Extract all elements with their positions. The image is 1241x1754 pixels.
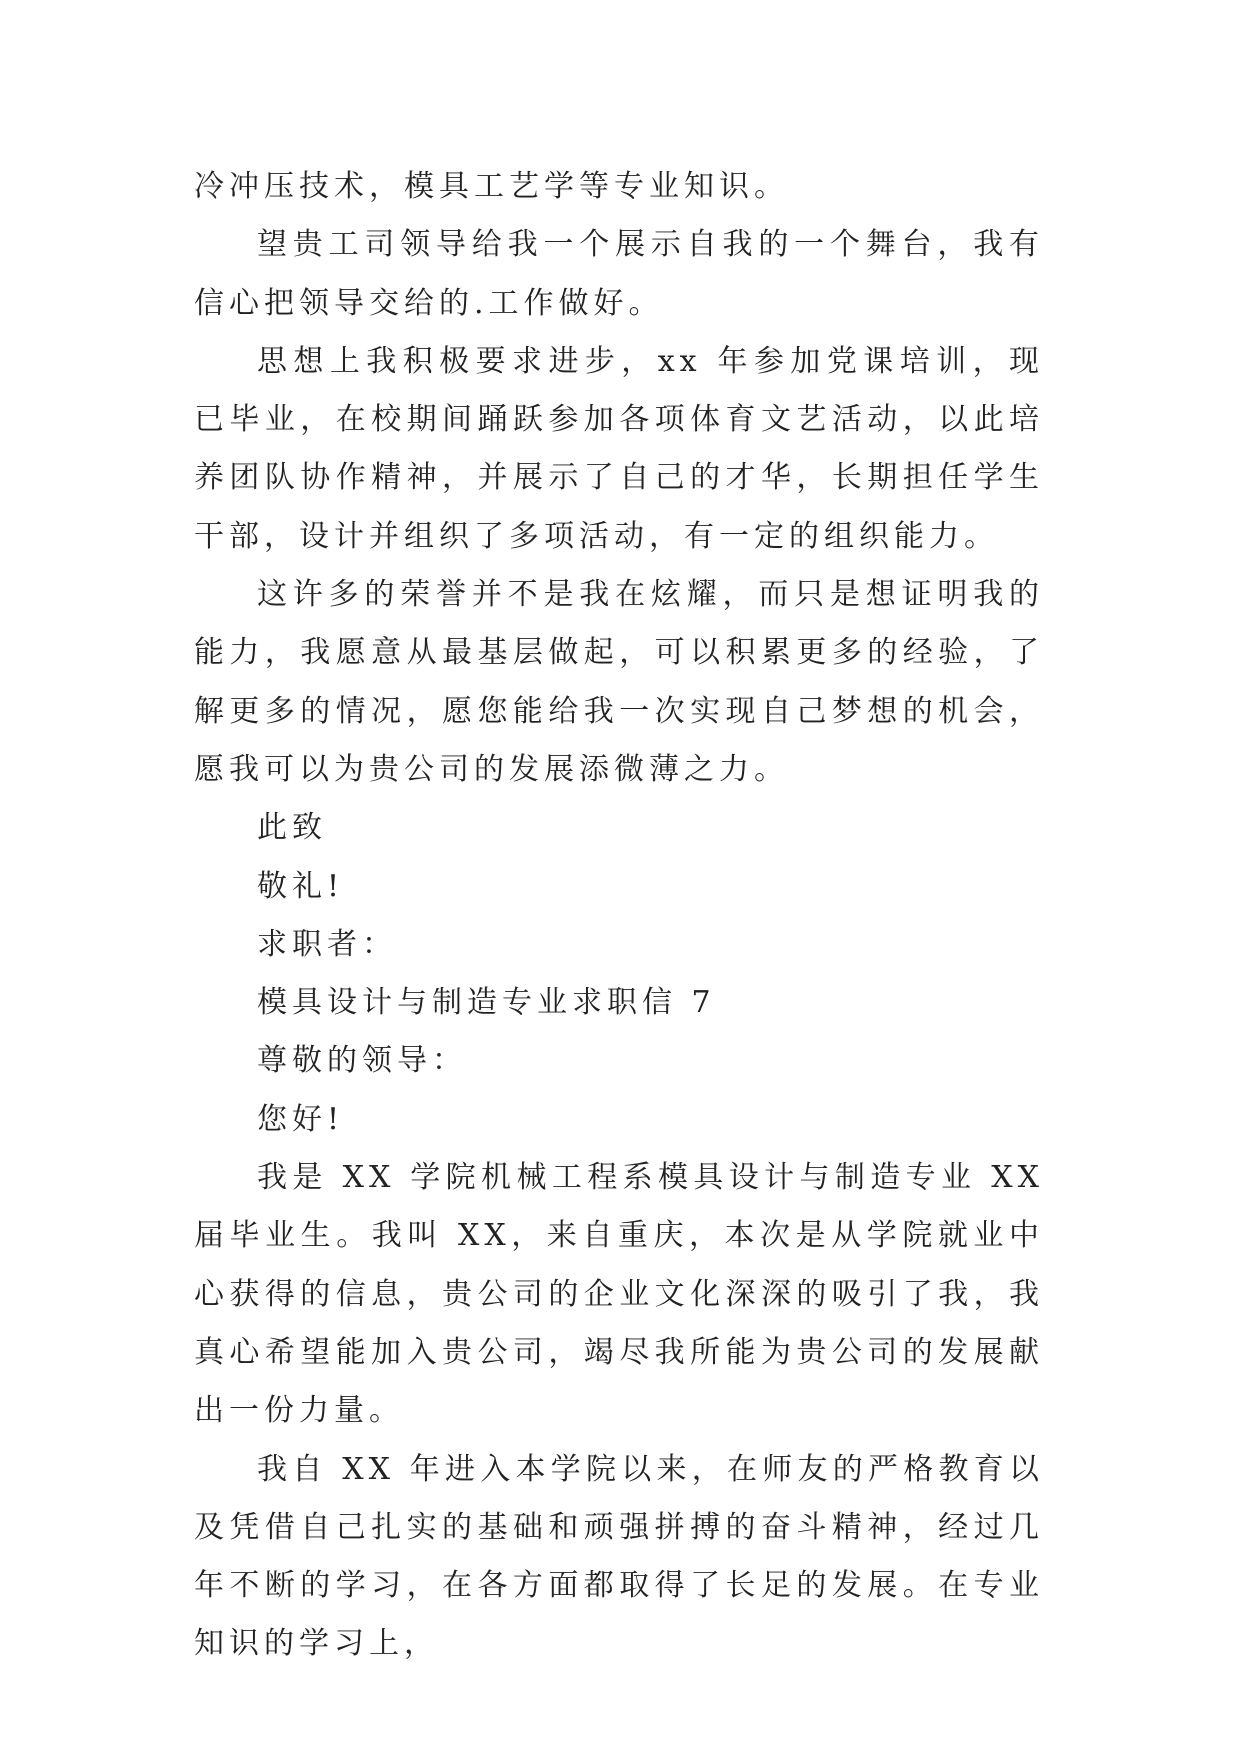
paragraph-continuation: 冷冲压技术，模具工艺学等专业知识。 bbox=[194, 169, 789, 204]
salutation: 尊敬的领导： bbox=[257, 1043, 467, 1079]
paragraph-introduction: 我是 XX 学院机械工程系模具设计与制造专业 XX 届毕业生。我叫 XX，来自重庆，本次是从学院就业中心获得的信息，贵公司的企业文化深深的吸引了我，我真心希望能加入贵公司，竭尽我所能为贵公司的发展献出一份力量。 bbox=[194, 1160, 1044, 1429]
paragraph-honors: 这许多的荣誉并不是我在炫耀，而只是想证明我的能力，我愿意从最基层做起，可以积累更多的经验，了解更多的情况，愿您能给我一次实现自己梦想的机会，愿我可以为贵公司的发展添微薄之力。 bbox=[194, 577, 1044, 787]
paragraph-study-history: 我自 XX 年进入本学院以来，在师友的严格教育以及凭借自己扎实的基础和顽强拼搏的奋斗精神，经过几年不断的学习，在各方面都取得了长足的发展。在专业知识的学习上， bbox=[194, 1451, 1044, 1662]
paragraph-ideology: 思想上我积极要求进步，xx 年参加党课培训，现已毕业，在校期间踊跃参加各项体育文艺活动，以此培养团队协作精神，并展示了自己的才华，长期担任学生干部，设计并组织了多项活动，有一定的组织能力。 bbox=[194, 343, 1044, 554]
greeting: 您好! bbox=[257, 1101, 345, 1137]
document-body bbox=[194, 158, 1044, 1674]
closing-cizhi: 此致 bbox=[257, 810, 327, 846]
section-heading: 模具设计与制造专业求职信 7 bbox=[257, 985, 716, 1021]
closing-jingli: 敬礼! bbox=[257, 868, 345, 904]
paragraph-hope-stage: 望贵工司领导给我一个展示自我的一个舞台，我有信心把领导交给的.工作做好。 bbox=[194, 227, 1044, 321]
signature-applicant: 求职者： bbox=[257, 926, 397, 962]
